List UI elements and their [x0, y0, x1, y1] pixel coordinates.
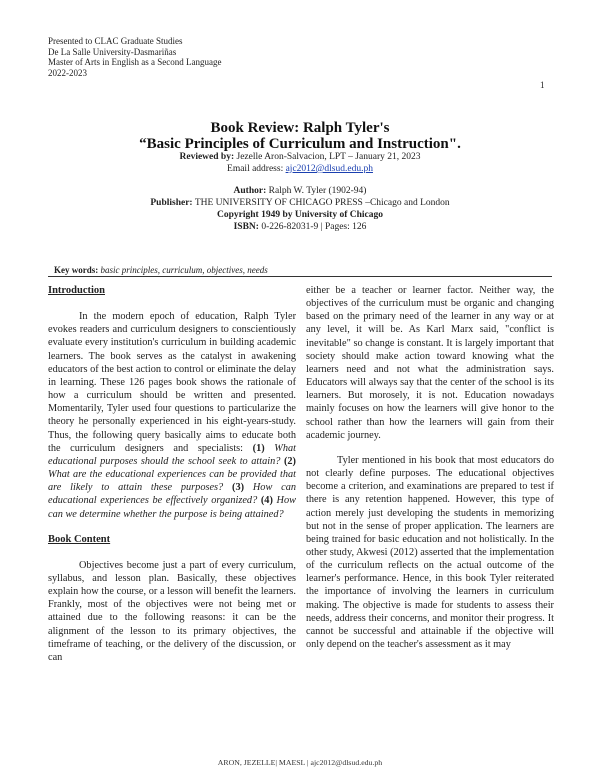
author-line [0, 186, 600, 197]
keywords-label: Key words: [54, 265, 99, 275]
header-line: Master of Arts in English as a Second Language [48, 57, 222, 67]
section-heading-book-content: Book Content [48, 533, 111, 545]
reviewer-value: Jezelle Aron-Salvacion, LPT – January 21, 2023 [236, 152, 421, 162]
reviewer-line [0, 152, 600, 163]
reviewer-label: Reviewed by: [179, 152, 235, 162]
email-link[interactable]: ajc2012@dlsud.edu.ph [285, 164, 373, 174]
right-column [306, 284, 554, 651]
page-subtitle: “Basic Principles of Curriculum and Instruction". [139, 136, 461, 152]
question-number: (3) [232, 482, 245, 494]
header-line: 2022-2023 [48, 67, 87, 78]
publisher-label: Publisher: [150, 198, 193, 208]
question-3: How can educational experiences be effectively organized? [48, 482, 296, 507]
content-paragraph: Objectives become just a part of every curriculum, syllabus, and lesson plan. Basically, these objectives explain how the course, or a lesson will benefit the learners. Frankly, most of the objectives were not being met or attained due to the following reasons: it can be the alignment of the lesson to its primary objectives, the timeframe of teaching, or the delivery of the discussion, or can [48, 559, 296, 663]
page-title: Book Review: Ralph Tyler's [210, 120, 390, 136]
question-4: How can we determine whether the purpose is being attained? [48, 495, 296, 520]
header-line: De La Salle University-Dasmariñas [48, 46, 177, 57]
question-number: (4) [260, 495, 273, 507]
email-line [0, 164, 600, 175]
divider [48, 276, 552, 277]
question-number: (1) [252, 442, 265, 454]
keywords-value: basic principles, curriculum, objectives, needs [100, 265, 268, 275]
copyright-line [0, 210, 600, 221]
course-header [48, 36, 221, 78]
isbn-label: ISBN: [233, 222, 259, 232]
copyright-value: Copyright 1949 by University of Chicago [217, 210, 383, 220]
question-number: (2) [283, 455, 296, 467]
intro-paragraph [48, 310, 296, 521]
question-2: What are the educational experiences can be provided that are likely to attain these purposes? [48, 469, 296, 494]
keywords [54, 265, 268, 275]
isbn-line [0, 222, 600, 233]
page-number: 1 [540, 80, 545, 90]
author-label: Author: [233, 186, 267, 196]
continuation-paragraph: either be a teacher or learner factor. Neither way, the objectives of the curriculum must be organic and changing based on the primary need of the learner in any way or at any level, it will be. As Karl Marx said, "conflict is inevitable" so change is constant. It is largely important that society should make action toward knowing what the learners need and not what the administration says. Educators will always say that the center of the school is its learners. But morosely, it is not. Education nowadays mainly focuses on how the learners will give honor to the school rather than how the learners will gain from their academic journey. [306, 285, 554, 441]
question-1: What educational purposes should the school seek to attain? [48, 442, 296, 467]
isbn-value: 0-226-82031-9 | Pages: 126 [261, 222, 367, 232]
tyler-paragraph: Tyler mentioned in his book that most educators do not clearly define purposes. The educational objectives become a criterion, and examinations are prepared to test if there is any retention happened. However, this type of action merely just developing the students in memorizing but not in the sense of proper application. The learners are being trained for basic education and not holistically. In the other study, Akwesi (2012) asserted that the implementation of the curriculum reflects on the actual outcome of the learner's performance. Hence, in this book Tyler reiterated the importance of involving the learners in curriculum making. The objective is made for students to assess their needs, address their concerns, and monitor their progress. It cannot be successful and attainable if the objective will only depend on the teacher's assessment as it may [306, 454, 554, 651]
left-column [48, 284, 296, 664]
page-footer: ARON, JEZELLE| MAESL | ajc2012@dlsud.edu.ph [217, 758, 383, 767]
publisher-line [0, 198, 600, 209]
intro-text: In the modern epoch of education, Ralph Tyler evokes readers and curriculum designers to conscientiously evaluate every institution's curriculum in building academic learners. The book serves as the catalyst in awakening educators of the best action to control or eliminate the delay in learning. These 126 pages book shows the rationale of how a curriculum should be written and presented. Momentarily, Tyler used four questions to particularize the theory he personally experienced in his eight-years-study. Thus, the following query basically aims to educate both the curriculum designers and specialists: [48, 311, 296, 454]
publisher-value: THE UNIVERSITY OF CHICAGO PRESS –Chicago and London [194, 198, 450, 208]
author-value: Ralph W. Tyler (1902-94) [268, 186, 367, 196]
section-heading-introduction: Introduction [48, 285, 105, 296]
header-line: Presented to CLAC Graduate Studies [48, 36, 183, 46]
email-label: Email address: [227, 164, 284, 174]
